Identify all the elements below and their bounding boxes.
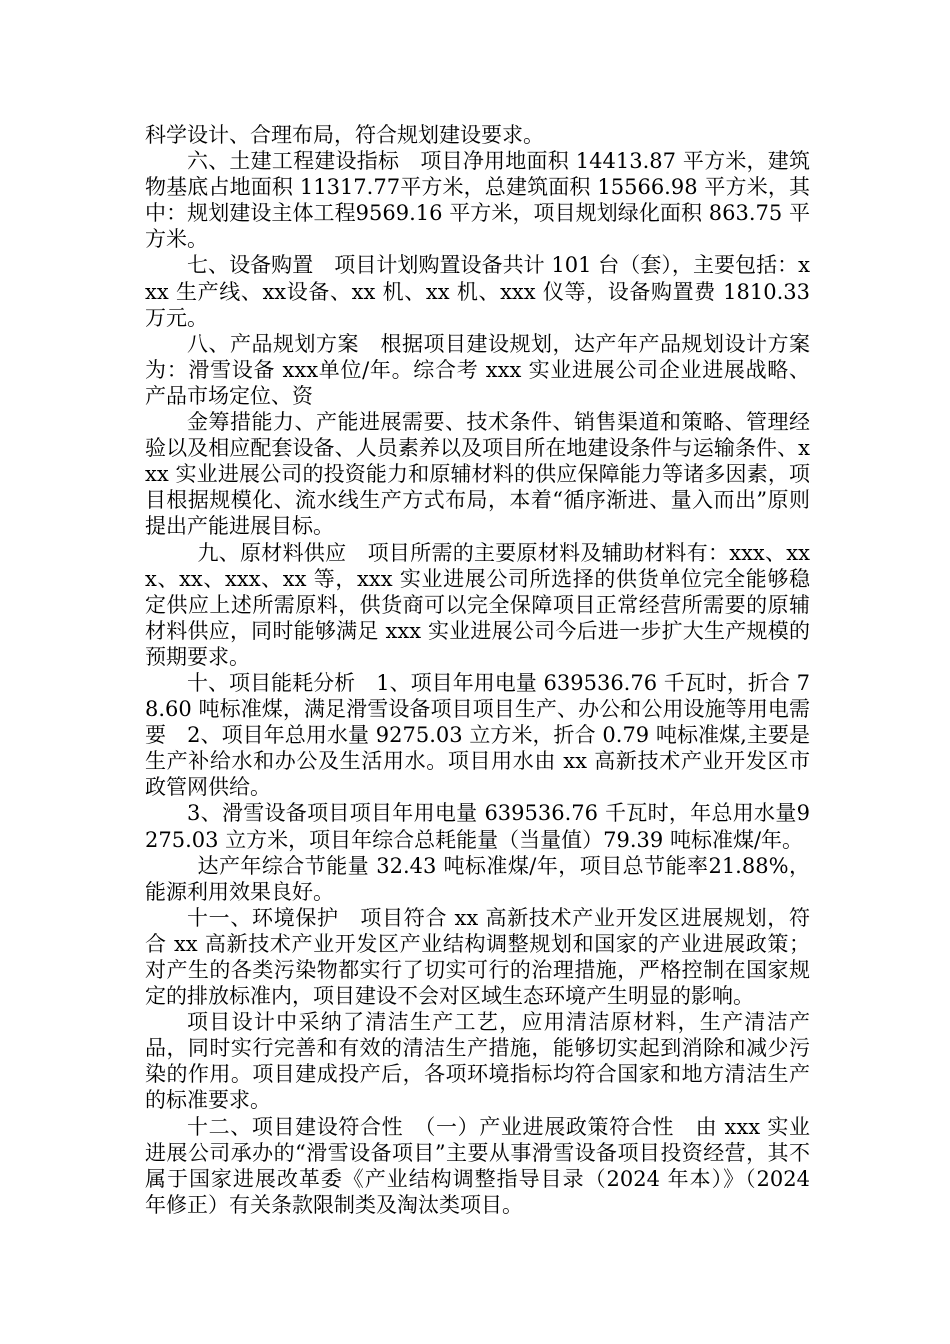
paragraph-energy-saving: 达产年综合节能量 32.43 吨标准煤/年，项目总节能率21.88%，能源利用效果良好。 <box>145 853 810 904</box>
paragraph-equipment-purchase: 七、设备购置 项目计划购置设备共计 101 台（套），主要包括：xxx 生产线、xx设备、xx 机、xx 机、xxx 仪等，设备购置费 1810.33 万元。 <box>145 253 810 330</box>
paragraph-raw-materials: 九、原材料供应 项目所需的主要原材料及辅助材料有：xxx、xxx、xx、xxx、xx 等，xxx 实业进展公司所选择的供货单位完全能够稳定供应上述所需原料，供货商可以完全保障项目正常经营所需要的原辅材料供应，同时能够满足 xxx 实业进展公司今后进一步扩大生产规模的预期要求。 <box>145 540 810 669</box>
paragraph-clean-production: 项目设计中采纳了清洁生产工艺，应用清洁原材料，生产清洁产品，同时实行完善和有效的清洁生产措施，能够切实起到消除和减少污染的作用。项目建成投产后，各项环境指标均符合国家和地方清洁生产的标准要求。 <box>145 1010 810 1113</box>
paragraph-product-plan-continued: 金筹措能力、产能进展需要、技术条件、销售渠道和策略、管理经验以及相应配套设备、人员素养以及项目所在地建设条件与运输条件、xxx 实业进展公司的投资能力和原辅材料的供应保障能力等诸多因素，项目根据规模化、流水线生产方式布局，本着“循序渐进、量入而出”原则提出产能进展目标。 <box>145 410 810 539</box>
paragraph-environment: 十一、环境保护 项目符合 xx 高新技术产业开发区进展规划，符合 xx 高新技术产业开发区产业结构调整规划和国家的产业进展政策；对产生的各类污染物都实行了切实可行的治理措施，严格控制在国家规定的排放标准内，项目建设不会对区域生态环境产生明显的影响。 <box>145 905 810 1009</box>
document-body <box>145 122 810 1218</box>
paragraph-civil-engineering: 六、土建工程建设指标 项目净用地面积 14413.87 平方米，建筑物基底占地面积 11317.77平方米，总建筑面积 15566.98 平方米，其中：规划建设主体工程9569.16 平方米，项目规划绿化面积 863.75 平方米。 <box>145 149 810 252</box>
paragraph-energy-total: 3、滑雪设备项目项目年用电量 639536.76 千瓦时，年总用水量9275.03 立方米，项目年综合总耗能量（当量值）79.39 吨标准煤/年。 <box>145 801 810 852</box>
paragraph-planning-conclusion: 科学设计、合理布局，符合规划建设要求。 <box>145 123 544 147</box>
paragraph-compliance: 十二、项目建设符合性 （一）产业进展政策符合性 由 xxx 实业进展公司承办的“滑雪设备项目”主要从事滑雪设备项目投资经营，其不属于国家进展改革委《产业结构调整指导目录（2024 年本）》（2024 年修正）有关条款限制类及淘汰类项目。 <box>145 1114 810 1217</box>
paragraph-energy-consumption: 十、项目能耗分析 1、项目年用电量 639536.76 千瓦时，折合 78.60 吨标准煤，满足滑雪设备项目项目生产、办公和公用设施等用电需要 2、项目年总用水量 9275.03 立方米，折合 0.79 吨标准煤,主要是生产补给水和办公及生活用水。项目用水由 xx 高新技术产业开发区市政管网供给。 <box>145 670 810 800</box>
paragraph-product-plan: 八、产品规划方案 根据项目建设规划，达产年产品规划设计方案为：滑雪设备 xxx单位/年。综合考 xxx 实业进展公司企业进展战略、产品市场定位、资 <box>145 331 810 408</box>
